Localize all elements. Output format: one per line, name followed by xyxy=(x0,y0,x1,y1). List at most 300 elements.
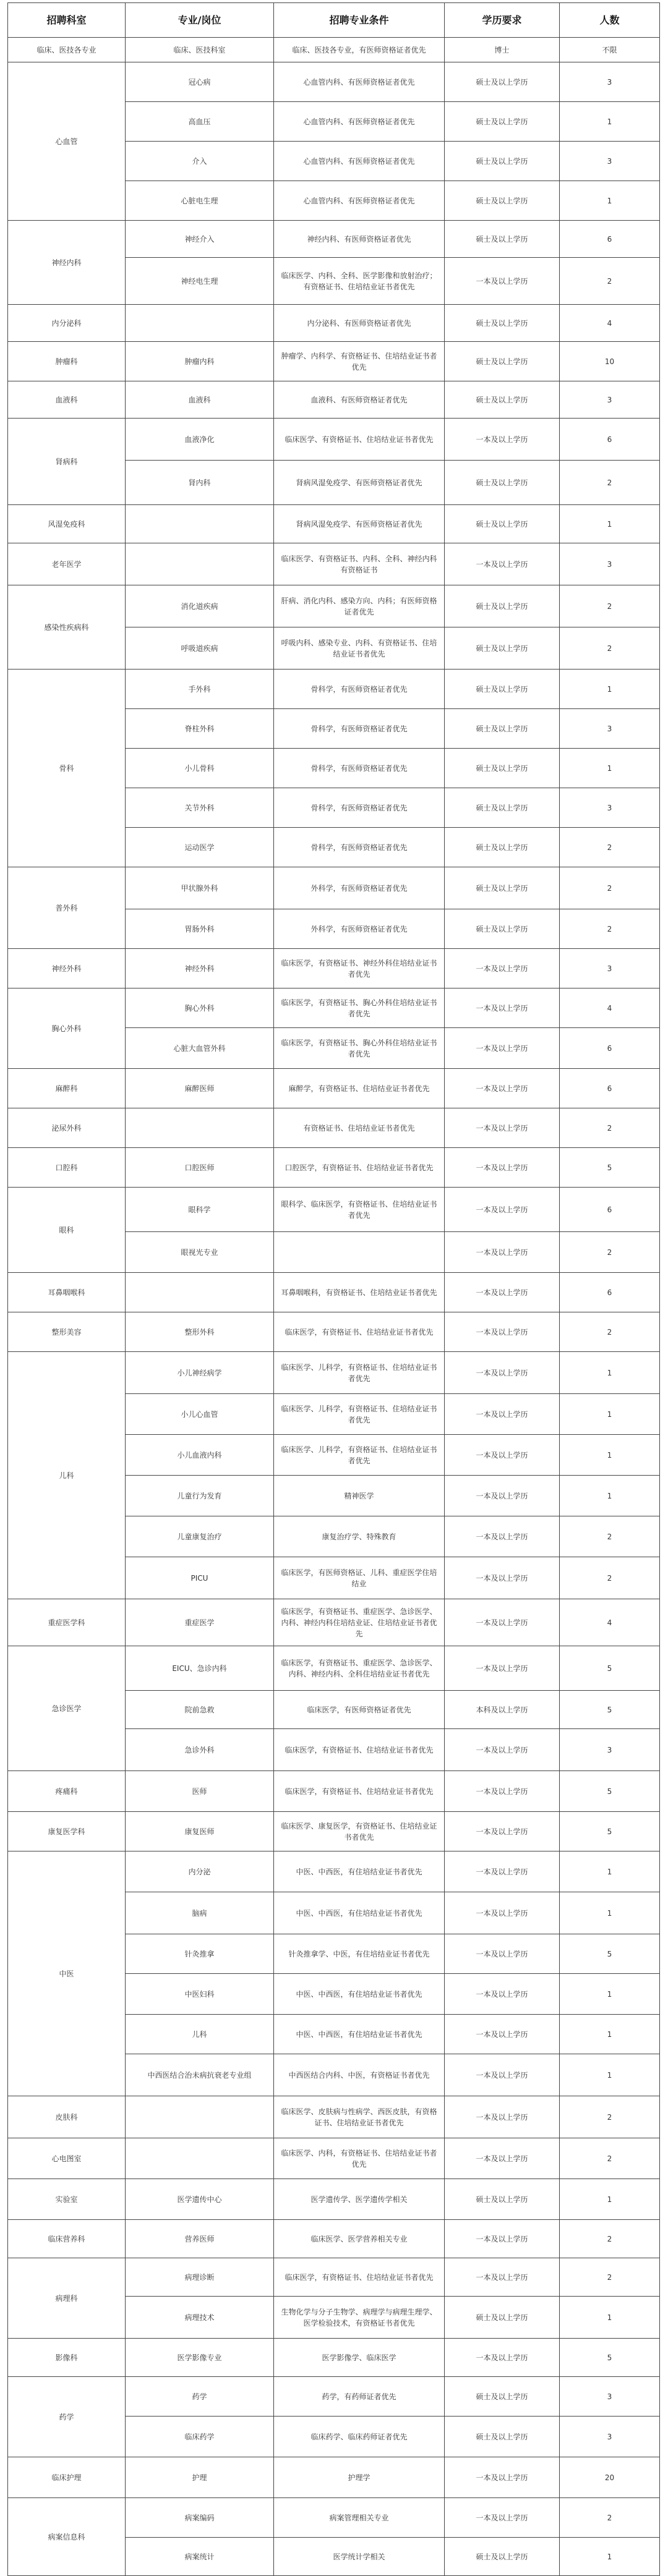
requirements-cell: 临床医学、儿科学，有资格证书、住培结业证书者优先 xyxy=(274,1435,445,1476)
education-cell: 硕士及以上学历 xyxy=(445,828,560,867)
education-cell: 一本及以上学历 xyxy=(445,1312,560,1352)
department-cell: 口腔科 xyxy=(8,1148,126,1188)
education-cell: 一本及以上学历 xyxy=(445,1974,560,2015)
requirements-cell: 针灸推拿学、中医，有住培结业证书者优先 xyxy=(274,1934,445,1974)
requirements-cell: 临床医学，有资格证书、住培结业证书者优先 xyxy=(274,1771,445,1812)
position-cell: 院前急救 xyxy=(126,1691,274,1729)
headcount-cell: 1 xyxy=(560,2054,660,2096)
requirements-cell: 肾病风湿免疫学、有医师资格证者优先 xyxy=(274,461,445,505)
position-cell: 胃肠外科 xyxy=(126,909,274,949)
position-cell: 儿童行为发育 xyxy=(126,1476,274,1516)
education-cell: 一本及以上学历 xyxy=(445,1771,560,1812)
requirements-cell: 临床医学，有医师资格证者优先 xyxy=(274,1691,445,1729)
requirements-cell: 中医、中西医，有住培结业证书者优先 xyxy=(274,1892,445,1934)
position-cell: 小儿血液内科 xyxy=(126,1435,274,1476)
education-cell: 一本及以上学历 xyxy=(445,1069,560,1108)
education-cell: 一本及以上学历 xyxy=(445,1476,560,1516)
department-cell: 泌尿外科 xyxy=(8,1108,126,1148)
education-cell: 一本及以上学历 xyxy=(445,1232,560,1273)
education-cell: 硕士及以上学历 xyxy=(445,221,560,258)
position-cell: 神经电生理 xyxy=(126,258,274,305)
education-cell: 硕士及以上学历 xyxy=(445,867,560,909)
headcount-cell: 5 xyxy=(560,1646,660,1691)
education-cell: 一本及以上学历 xyxy=(445,2220,560,2258)
headcount-cell: 4 xyxy=(560,1599,660,1646)
position-cell: 神经介入 xyxy=(126,221,274,258)
education-cell: 硕士及以上学历 xyxy=(445,909,560,949)
table-row xyxy=(8,2179,660,2220)
headcount-cell: 1 xyxy=(560,670,660,709)
headcount-cell: 2 xyxy=(560,867,660,909)
table-row xyxy=(8,1599,660,1646)
headcount-cell: 3 xyxy=(560,949,660,988)
headcount-cell: 3 xyxy=(560,142,660,181)
position-cell: 内分泌 xyxy=(126,1851,274,1892)
education-cell: 一本及以上学历 xyxy=(445,2015,560,2054)
requirements-cell: 麻醉学，有资格证书、住培结业证书者优先 xyxy=(274,1069,445,1108)
requirements-cell: 医学统计学相关 xyxy=(274,2538,445,2576)
requirements-cell: 心血管内科、有医师资格证者优先 xyxy=(274,142,445,181)
position-cell: 血液净化 xyxy=(126,419,274,461)
table-row xyxy=(8,1851,660,1892)
department-cell: 康复医学科 xyxy=(8,1812,126,1851)
position-cell: EICU、急诊内科 xyxy=(126,1646,274,1691)
education-cell: 一本及以上学历 xyxy=(445,1516,560,1557)
requirements-cell: 医学遗传学、医学遗传学相关 xyxy=(274,2179,445,2220)
department-cell: 血液科 xyxy=(8,381,126,419)
headcount-cell: 2 xyxy=(560,1108,660,1148)
requirements-cell: 血液科、有医师资格证者优先 xyxy=(274,381,445,419)
department-cell: 肾病科 xyxy=(8,419,126,505)
table-row xyxy=(8,2138,660,2179)
education-cell: 一本及以上学历 xyxy=(445,1599,560,1646)
department-cell: 皮肤科 xyxy=(8,2096,126,2138)
headcount-cell: 2 xyxy=(560,2138,660,2179)
table-row xyxy=(8,1148,660,1188)
education-cell: 一本及以上学历 xyxy=(445,2096,560,2138)
headcount-cell: 3 xyxy=(560,543,660,585)
education-cell: 一本及以上学历 xyxy=(445,1394,560,1435)
requirements-cell: 心血管内科、有医师资格证者优先 xyxy=(274,181,445,221)
requirements-cell: 临床医学、儿科学，有资格证书、住培结业证书者优先 xyxy=(274,1394,445,1435)
headcount-cell: 1 xyxy=(560,2538,660,2576)
education-cell: 博士 xyxy=(445,38,560,62)
headcount-cell: 5 xyxy=(560,2339,660,2377)
position-cell: 胸心外科 xyxy=(126,988,274,1028)
requirements-cell: 临床医学，有资格证书、胸心外科住培结业证书者优先 xyxy=(274,988,445,1028)
department-cell: 心电图室 xyxy=(8,2138,126,2179)
table-row xyxy=(8,505,660,543)
requirements-cell: 心血管内科、有医师资格证者优先 xyxy=(274,102,445,142)
headcount-cell: 5 xyxy=(560,1148,660,1188)
headcount-cell: 5 xyxy=(560,1812,660,1851)
education-cell: 一本及以上学历 xyxy=(445,2138,560,2179)
position-cell: 关节外科 xyxy=(126,788,274,828)
position-cell: 中西医结合治未病抗衰老专业组 xyxy=(126,2054,274,2096)
requirements-cell: 临床医学、皮肤病与性病学、西医皮肤，有资格证书、住培结业证书者优先 xyxy=(274,2096,445,2138)
requirements-cell: 中西医结合内科、中医，有资格证书者优先 xyxy=(274,2054,445,2096)
requirements-cell: 临床医学，有资格证书、住培结业证书者优先 xyxy=(274,1729,445,1771)
position-cell: 脊柱外科 xyxy=(126,709,274,749)
education-cell: 硕士及以上学历 xyxy=(445,62,560,102)
headcount-cell: 2 xyxy=(560,2096,660,2138)
position-cell xyxy=(126,543,274,585)
requirements-cell: 肿瘤学、内科学、有资格证书、住培结业证书者优先 xyxy=(274,342,445,381)
headcount-cell: 1 xyxy=(560,1435,660,1476)
headcount-cell: 3 xyxy=(560,1729,660,1771)
department-cell: 重症医学科 xyxy=(8,1599,126,1646)
department-cell: 骨科 xyxy=(8,670,126,867)
headcount-cell: 5 xyxy=(560,1691,660,1729)
department-cell: 老年医学 xyxy=(8,543,126,585)
education-cell: 一本及以上学历 xyxy=(445,1729,560,1771)
headcount-cell: 3 xyxy=(560,62,660,102)
headcount-cell: 1 xyxy=(560,102,660,142)
education-cell: 硕士及以上学历 xyxy=(445,142,560,181)
position-cell: 冠心病 xyxy=(126,62,274,102)
table-row xyxy=(8,1352,660,1394)
position-cell xyxy=(126,2138,274,2179)
education-cell: 一本及以上学历 xyxy=(445,1352,560,1394)
headcount-cell: 4 xyxy=(560,988,660,1028)
position-cell: 病理技术 xyxy=(126,2297,274,2339)
headcount-cell: 1 xyxy=(560,2297,660,2339)
education-cell: 硕士及以上学历 xyxy=(445,670,560,709)
table-row xyxy=(8,1812,660,1851)
requirements-cell: 外科学，有医师资格证者优先 xyxy=(274,867,445,909)
table-row xyxy=(8,2457,660,2498)
position-cell: 整形外科 xyxy=(126,1312,274,1352)
headcount-cell: 6 xyxy=(560,419,660,461)
education-cell: 硕士及以上学历 xyxy=(445,342,560,381)
headcount-cell: 5 xyxy=(560,1934,660,1974)
column-header-requirements: 招聘专业条件 xyxy=(274,3,445,38)
position-cell: 心脏电生理 xyxy=(126,181,274,221)
requirements-cell: 临床医学，有资格证书、胸心外科住培结业证书者优先 xyxy=(274,1028,445,1069)
position-cell: 高血压 xyxy=(126,102,274,142)
position-cell: 小儿神经病学 xyxy=(126,1352,274,1394)
education-cell: 一本及以上学历 xyxy=(445,1557,560,1599)
requirements-cell: 临床医学、内科、全科、医学影像和放射治疗；有资格证书、住培结业证书者优先 xyxy=(274,258,445,305)
education-cell: 硕士及以上学历 xyxy=(445,2297,560,2339)
requirements-cell: 临床医学，有资格证书、重症医学、急诊医学、内科、神经内科住培结业证、住培结业证书者优先 xyxy=(274,1599,445,1646)
requirements-cell: 临床医学、儿科学，有资格证书、住培结业证书者优先 xyxy=(274,1352,445,1394)
requirements-cell: 护理学 xyxy=(274,2457,445,2498)
requirements-cell: 眼科学、临床医学，有资格证书、住培结业证书者优先 xyxy=(274,1188,445,1232)
table-row xyxy=(8,2498,660,2538)
department-cell: 耳鼻咽喉科 xyxy=(8,1273,126,1312)
headcount-cell: 1 xyxy=(560,2179,660,2220)
headcount-cell: 6 xyxy=(560,1188,660,1232)
department-cell: 影像科 xyxy=(8,2339,126,2377)
headcount-cell: 1 xyxy=(560,181,660,221)
table-row xyxy=(8,988,660,1028)
department-cell: 感染性疾病科 xyxy=(8,585,126,670)
education-cell: 硕士及以上学历 xyxy=(445,788,560,828)
table-row xyxy=(8,305,660,342)
department-cell: 风湿免疫科 xyxy=(8,505,126,543)
department-cell: 整形美容 xyxy=(8,1312,126,1352)
requirements-cell: 肾病风湿免疫学、有医师资格证者优先 xyxy=(274,505,445,543)
education-cell: 硕士及以上学历 xyxy=(445,461,560,505)
table-row xyxy=(8,2220,660,2258)
table-row xyxy=(8,543,660,585)
position-cell: 病案统计 xyxy=(126,2538,274,2576)
requirements-cell: 神经内科、有医师资格证者优先 xyxy=(274,221,445,258)
position-cell xyxy=(126,505,274,543)
position-cell: 肿瘤内科 xyxy=(126,342,274,381)
headcount-cell: 3 xyxy=(560,709,660,749)
position-cell: 针灸推拿 xyxy=(126,1934,274,1974)
requirements-cell: 中医、中西医，有住培结业证书者优先 xyxy=(274,2015,445,2054)
education-cell: 一本及以上学历 xyxy=(445,949,560,988)
department-cell: 病理科 xyxy=(8,2258,126,2339)
table-row xyxy=(8,1108,660,1148)
position-cell xyxy=(126,305,274,342)
headcount-cell: 1 xyxy=(560,2015,660,2054)
education-cell: 硕士及以上学历 xyxy=(445,2179,560,2220)
requirements-cell: 临床医学、有资格证书、住培结业证书者优先 xyxy=(274,419,445,461)
education-cell: 一本及以上学历 xyxy=(445,1108,560,1148)
position-cell: 甲状腺外科 xyxy=(126,867,274,909)
position-cell: 病理诊断 xyxy=(126,2258,274,2297)
headcount-cell: 4 xyxy=(560,305,660,342)
education-cell: 一本及以上学历 xyxy=(445,2498,560,2538)
table-row xyxy=(8,221,660,258)
position-cell: 病案编码 xyxy=(126,2498,274,2538)
table-row xyxy=(8,1771,660,1812)
table-row xyxy=(8,585,660,627)
requirements-cell: 有资格证书、住培结业证书者优先 xyxy=(274,1108,445,1148)
headcount-cell: 1 xyxy=(560,749,660,788)
department-cell: 中医 xyxy=(8,1851,126,2096)
position-cell: 医学遗传中心 xyxy=(126,2179,274,2220)
education-cell: 一本及以上学历 xyxy=(445,1273,560,1312)
department-cell: 急诊医学 xyxy=(8,1646,126,1771)
education-cell: 一本及以上学历 xyxy=(445,1028,560,1069)
education-cell: 一本及以上学历 xyxy=(445,1812,560,1851)
position-cell xyxy=(126,1108,274,1148)
table-row xyxy=(8,1188,660,1232)
table-row xyxy=(8,867,660,909)
headcount-cell: 2 xyxy=(560,461,660,505)
education-cell: 一本及以上学历 xyxy=(445,419,560,461)
position-cell: 麻醉医师 xyxy=(126,1069,274,1108)
education-cell: 一本及以上学历 xyxy=(445,1934,560,1974)
requirements-cell: 临床医学，有资格证书、神经外科住培结业证书者优先 xyxy=(274,949,445,988)
education-cell: 一本及以上学历 xyxy=(445,2457,560,2498)
headcount-cell: 6 xyxy=(560,1069,660,1108)
education-cell: 一本及以上学历 xyxy=(445,1188,560,1232)
table-row xyxy=(8,2377,660,2417)
department-cell: 肿瘤科 xyxy=(8,342,126,381)
education-cell: 本科及以上学历 xyxy=(445,1691,560,1729)
requirements-cell: 骨科学，有医师资格证者优先 xyxy=(274,670,445,709)
headcount-cell: 2 xyxy=(560,1312,660,1352)
requirements-cell: 医学影像学、临床医学 xyxy=(274,2339,445,2377)
headcount-cell: 5 xyxy=(560,1771,660,1812)
requirements-cell: 临床医学、医学营养相关专业 xyxy=(274,2220,445,2258)
department-cell: 病案信息科 xyxy=(8,2498,126,2576)
department-cell: 麻醉科 xyxy=(8,1069,126,1108)
headcount-cell: 1 xyxy=(560,1476,660,1516)
requirements-cell: 心血管内科、有医师资格证者优先 xyxy=(274,62,445,102)
requirements-cell: 呼吸内科、感染专业、内科、有资格证书、住培结业证书者优先 xyxy=(274,627,445,670)
headcount-cell: 1 xyxy=(560,1851,660,1892)
position-cell: 重症医学 xyxy=(126,1599,274,1646)
education-cell: 硕士及以上学历 xyxy=(445,2417,560,2457)
headcount-cell: 1 xyxy=(560,1394,660,1435)
position-cell: 脑病 xyxy=(126,1892,274,1934)
department-cell: 疼痛科 xyxy=(8,1771,126,1812)
requirements-cell: 病案管理相关专业 xyxy=(274,2498,445,2538)
headcount-cell: 2 xyxy=(560,828,660,867)
education-cell: 一本及以上学历 xyxy=(445,1148,560,1188)
education-cell: 一本及以上学历 xyxy=(445,2054,560,2096)
position-cell: 医师 xyxy=(126,1771,274,1812)
headcount-cell: 3 xyxy=(560,788,660,828)
table-header-row xyxy=(8,3,660,38)
department-cell: 胸心外科 xyxy=(8,988,126,1069)
column-header-education: 学历要求 xyxy=(445,3,560,38)
education-cell: 一本及以上学历 xyxy=(445,543,560,585)
education-cell: 硕士及以上学历 xyxy=(445,381,560,419)
position-cell: 医学影像专业 xyxy=(126,2339,274,2377)
requirements-cell: 康复治疗学、特殊教育 xyxy=(274,1516,445,1557)
table-row xyxy=(8,949,660,988)
headcount-cell: 不限 xyxy=(560,38,660,62)
education-cell: 一本及以上学历 xyxy=(445,1851,560,1892)
table-row xyxy=(8,2096,660,2138)
headcount-cell: 2 xyxy=(560,627,660,670)
education-cell: 硕士及以上学历 xyxy=(445,2377,560,2417)
column-header-department: 招聘科室 xyxy=(8,3,126,38)
requirements-cell: 临床医学，有资格证书、住培结业证书者优先 xyxy=(274,1312,445,1352)
education-cell: 硕士及以上学历 xyxy=(445,585,560,627)
position-cell: 血液科 xyxy=(126,381,274,419)
department-cell: 儿科 xyxy=(8,1352,126,1599)
position-cell: 神经外科 xyxy=(126,949,274,988)
headcount-cell: 1 xyxy=(560,1352,660,1394)
education-cell: 一本及以上学历 xyxy=(445,2258,560,2297)
position-cell: 儿童康复治疗 xyxy=(126,1516,274,1557)
requirements-cell: 临床医学、内科，有资格证书、住培结业证书者优先 xyxy=(274,2138,445,2179)
requirements-cell: 骨科学，有医师资格证者优先 xyxy=(274,709,445,749)
requirements-cell: 中医、中西医，有住培结业证书者优先 xyxy=(274,1974,445,2015)
education-cell: 硕士及以上学历 xyxy=(445,102,560,142)
table-row xyxy=(8,1069,660,1108)
requirements-cell: 骨科学，有医师资格证者优先 xyxy=(274,749,445,788)
position-cell: 消化道疾病 xyxy=(126,585,274,627)
table-row xyxy=(8,62,660,102)
department-cell: 临床、医技各专业 xyxy=(8,38,126,62)
department-cell: 内分泌科 xyxy=(8,305,126,342)
headcount-cell: 2 xyxy=(560,909,660,949)
requirements-cell: 临床医学、有资格证书、内科、全科、神经内科有资格证书 xyxy=(274,543,445,585)
position-cell: 营养医师 xyxy=(126,2220,274,2258)
position-cell: 药学 xyxy=(126,2377,274,2417)
position-cell: 小儿骨科 xyxy=(126,749,274,788)
education-cell: 一本及以上学历 xyxy=(445,2339,560,2377)
requirements-cell: 临床医学、康复医学，有资格证书、住培结业证书者优先 xyxy=(274,1812,445,1851)
education-cell: 硕士及以上学历 xyxy=(445,627,560,670)
recruitment-table xyxy=(7,2,660,2576)
education-cell: 硕士及以上学历 xyxy=(445,505,560,543)
position-cell: PICU xyxy=(126,1557,274,1599)
education-cell: 硕士及以上学历 xyxy=(445,749,560,788)
table-row xyxy=(8,670,660,709)
column-header-headcount: 人数 xyxy=(560,3,660,38)
headcount-cell: 3 xyxy=(560,2377,660,2417)
position-cell: 眼科学 xyxy=(126,1188,274,1232)
education-cell: 硕士及以上学历 xyxy=(445,709,560,749)
department-cell: 临床营养科 xyxy=(8,2220,126,2258)
department-cell: 神经外科 xyxy=(8,949,126,988)
department-cell: 药学 xyxy=(8,2377,126,2457)
position-cell: 小儿心血管 xyxy=(126,1394,274,1435)
position-cell: 手外科 xyxy=(126,670,274,709)
education-cell: 一本及以上学历 xyxy=(445,988,560,1028)
headcount-cell: 1 xyxy=(560,1974,660,2015)
headcount-cell: 3 xyxy=(560,2417,660,2457)
department-cell: 眼科 xyxy=(8,1188,126,1273)
requirements-cell xyxy=(274,1232,445,1273)
education-cell: 一本及以上学历 xyxy=(445,1646,560,1691)
education-cell: 硕士及以上学历 xyxy=(445,181,560,221)
headcount-cell: 2 xyxy=(560,2498,660,2538)
position-cell: 心脏大血管外科 xyxy=(126,1028,274,1069)
education-cell: 硕士及以上学历 xyxy=(445,305,560,342)
table-row xyxy=(8,2339,660,2377)
headcount-cell: 1 xyxy=(560,505,660,543)
position-cell: 介入 xyxy=(126,142,274,181)
position-cell: 护理 xyxy=(126,2457,274,2498)
position-cell: 肾内科 xyxy=(126,461,274,505)
requirements-cell: 口腔医学，有资格证书、住培结业证书者优先 xyxy=(274,1148,445,1188)
table-row xyxy=(8,381,660,419)
position-cell: 运动医学 xyxy=(126,828,274,867)
position-cell: 呼吸道疾病 xyxy=(126,627,274,670)
table-row xyxy=(8,342,660,381)
requirements-cell: 骨科学，有医师资格证者优先 xyxy=(274,788,445,828)
position-cell: 急诊外科 xyxy=(126,1729,274,1771)
requirements-cell: 中医、中西医，有住培结业证书者优先 xyxy=(274,1851,445,1892)
department-cell: 神经内科 xyxy=(8,221,126,305)
education-cell: 硕士及以上学历 xyxy=(445,2538,560,2576)
headcount-cell: 20 xyxy=(560,2457,660,2498)
position-cell: 眼视光专业 xyxy=(126,1232,274,1273)
column-header-position: 专业/岗位 xyxy=(126,3,274,38)
headcount-cell: 3 xyxy=(560,381,660,419)
table-row xyxy=(8,2258,660,2297)
requirements-cell: 内分泌科、有医师资格证者优先 xyxy=(274,305,445,342)
requirements-cell: 肝病、消化内科、感染方向、内科；有医师资格证者优先 xyxy=(274,585,445,627)
education-cell: 一本及以上学历 xyxy=(445,1892,560,1934)
headcount-cell: 1 xyxy=(560,1892,660,1934)
requirements-cell: 外科学，有医师资格证者优先 xyxy=(274,909,445,949)
headcount-cell: 6 xyxy=(560,221,660,258)
department-cell: 临床护理 xyxy=(8,2457,126,2498)
position-cell: 临床、医技科室 xyxy=(126,38,274,62)
headcount-cell: 2 xyxy=(560,585,660,627)
requirements-cell: 生物化学与分子生物学、病理学与病理生理学、医学检验技术，有资格证书者优先 xyxy=(274,2297,445,2339)
department-cell: 心血管 xyxy=(8,62,126,221)
table-row xyxy=(8,38,660,62)
position-cell xyxy=(126,1273,274,1312)
position-cell xyxy=(126,2096,274,2138)
requirements-cell: 临床医学，有医师资格证、儿科、重症医学住培结业 xyxy=(274,1557,445,1599)
headcount-cell: 2 xyxy=(560,2220,660,2258)
